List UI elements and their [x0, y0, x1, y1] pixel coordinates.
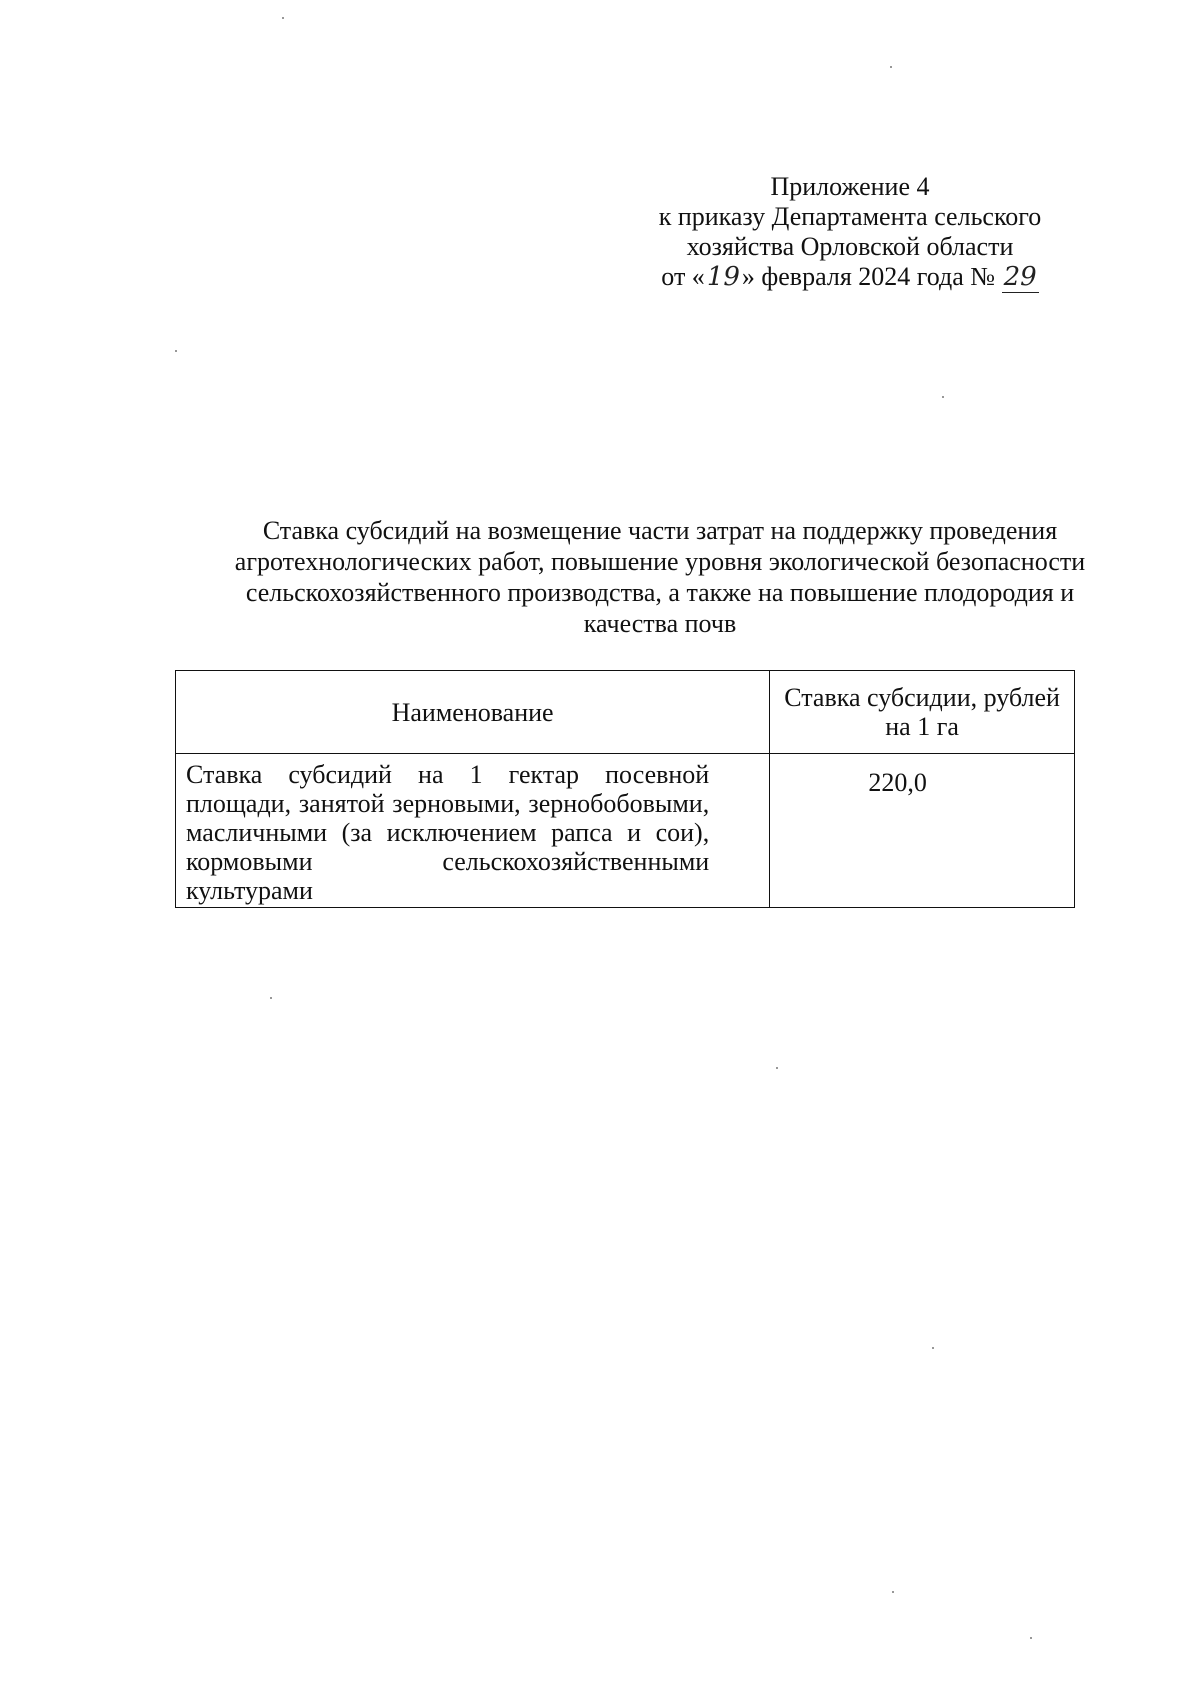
title-line-1: Ставка субсидий на возмещение части затрат на поддержку проведения	[262, 516, 1058, 545]
table-header-row	[176, 671, 1075, 754]
scan-speck	[892, 1591, 894, 1593]
title-line-3: сельскохозяйственного производства, а также на повышение плодородия и	[245, 578, 1075, 607]
appendix-department: хозяйства Орловской области	[686, 232, 1014, 261]
row-rate-cell: 220,0	[770, 754, 1075, 908]
appendix-reference	[600, 172, 1100, 293]
header-rate: Ставка субсидии, рублей на 1 га	[770, 671, 1075, 754]
document-title	[180, 515, 1140, 639]
scan-speck	[270, 997, 272, 999]
date-suffix: » февраля 2024 года №	[741, 262, 996, 291]
title-line-4: качества почв	[583, 609, 737, 638]
scan-speck	[932, 1347, 934, 1349]
scan-speck	[942, 396, 944, 398]
appendix-date-line	[600, 262, 1100, 293]
date-prefix: от «	[661, 262, 705, 291]
appendix-number: Приложение 4	[770, 172, 930, 201]
handwritten-order-number: 29	[1003, 262, 1037, 292]
table-row	[176, 754, 1075, 908]
scan-speck	[776, 1067, 778, 1069]
handwritten-day: 19	[706, 262, 740, 292]
subsidy-rate-table	[175, 670, 1075, 908]
row-name-cell: Ставка субсидий на 1 гектар посевной площади, занятой зерновыми, зернобобовыми, масличными (за исключением рапса и сои), кормовыми сельскохозяйственными культурами	[176, 754, 770, 908]
header-name: Наименование	[176, 671, 770, 754]
scan-speck	[175, 350, 177, 352]
scan-speck	[1030, 1637, 1032, 1639]
appendix-order-ref: к приказу Департамента сельского	[658, 202, 1042, 231]
scan-speck	[282, 17, 284, 19]
scan-speck	[890, 66, 892, 68]
title-line-2: агротехнологических работ, повышение уровня экологической безопасности	[234, 547, 1086, 576]
